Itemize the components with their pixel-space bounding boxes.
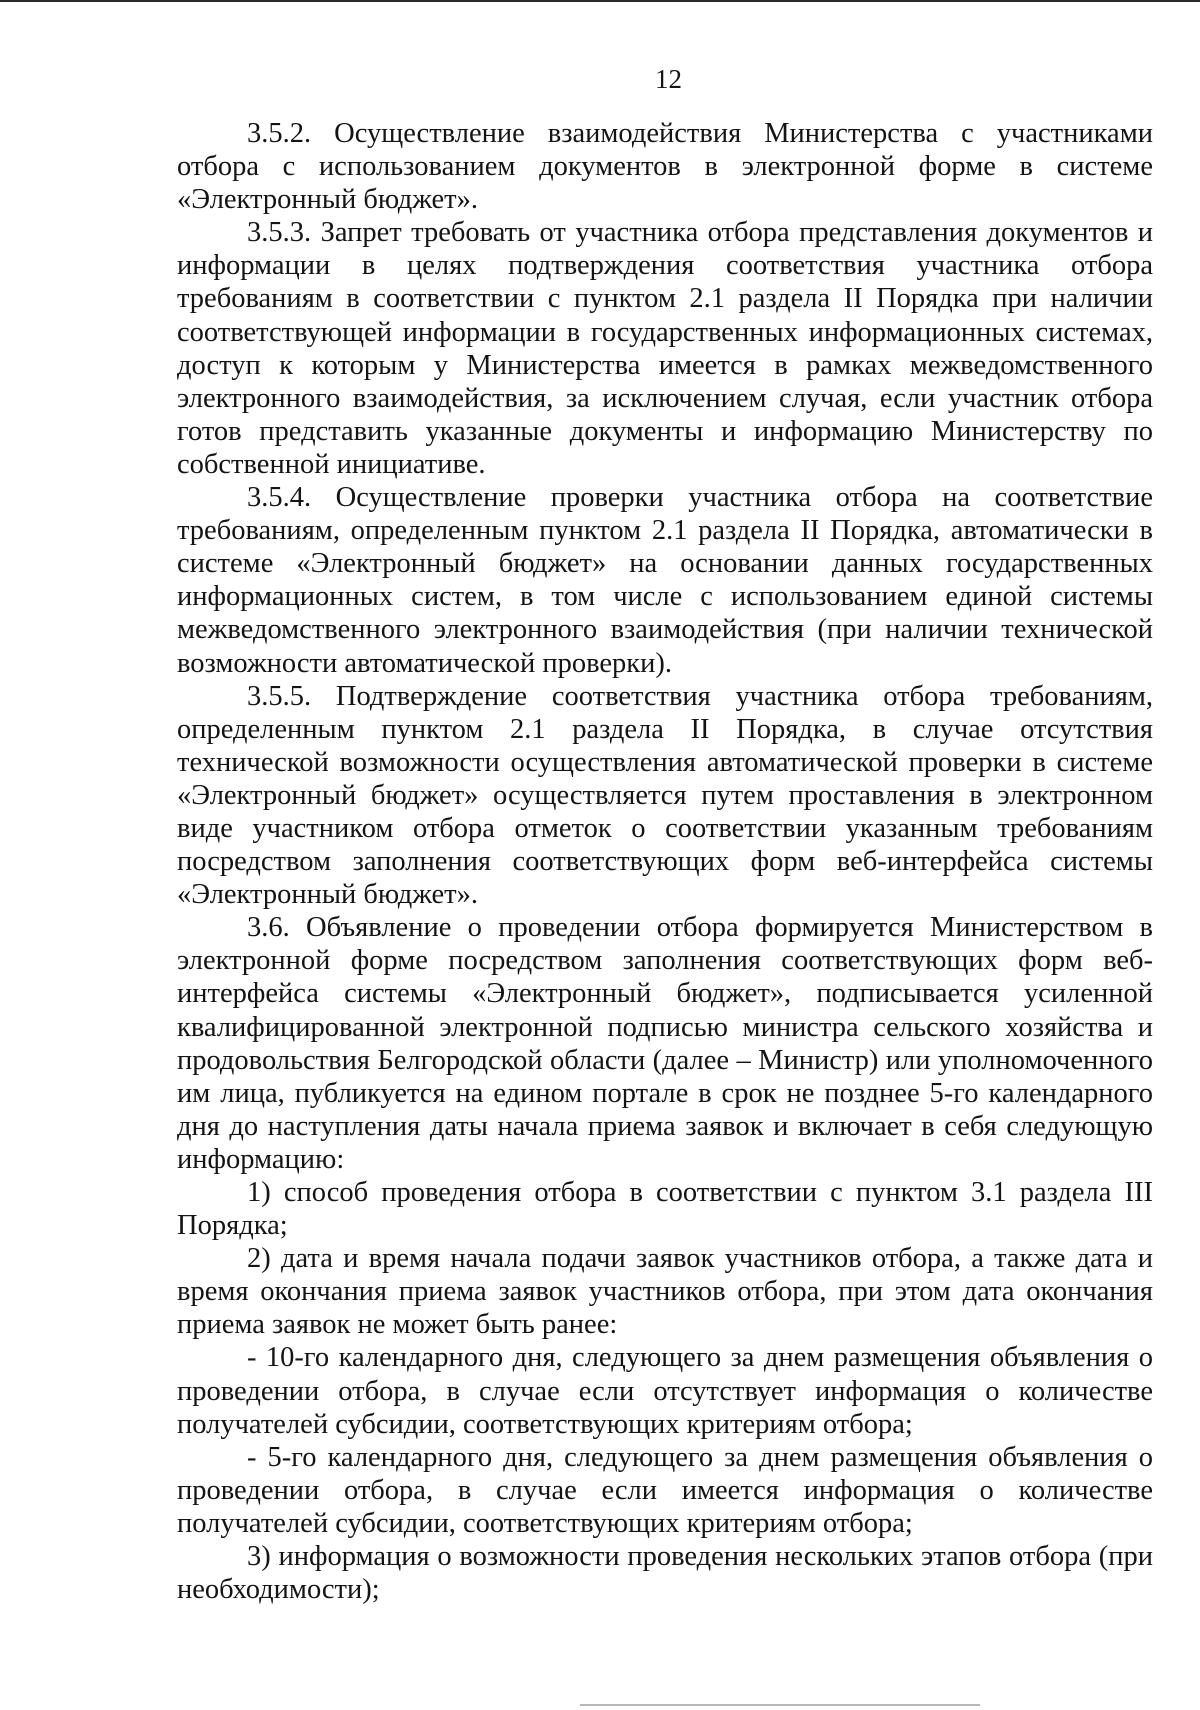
document-body xyxy=(177,117,1153,1606)
paragraph-3-5-4: 3.5.4. Осуществление проверки участника отбора на соответствие требованиям, определенным пунктом 2.1 раздела II Порядка, автоматически в системе «Электронный бюджет» на основании данных государственных информационных систем, в том числе с использованием единой системы межведомственного электронного взаимодействия (при наличии технической возможности автоматической проверки). xyxy=(177,482,1153,679)
scan-bottom-edge xyxy=(580,1704,980,1706)
paragraph-3-6: 3.6. Объявление о проведении отбора формируется Министерством в электронной форме посредством заполнения соответствующих форм веб-интерфейса системы «Электронный бюджет», подписывается усиленной квалифицированной электронной подписью министра сельского хозяйства и продовольствия Белгородской области (далее – Министр) или уполномоченного им лица, публикуется на едином портале в срок не позднее 5-го календарного дня до наступления даты начала приема заявок и включает в себя следующую информацию: xyxy=(177,912,1153,1175)
paragraph-3-5-3: 3.5.3. Запрет требовать от участника отбора представления документов и информации в целях подтверждения соответствия участника отбора требованиям в соответствии с пунктом 2.1 раздела II Порядка при наличии соответствующей информации в государственных информационных системах, доступ к которым у Министерства имеется в рамках межведомственного электронного взаимодействия, за исключением случая, если участник отбора готов представить указанные документы и информацию Министерству по собственной инициативе. xyxy=(177,217,1153,480)
list-item-3: 3) информация о возможности проведения нескольких этапов отбора (при необходимости); xyxy=(177,1541,1153,1606)
list-item-1: 1) способ проведения отбора в соответствии с пунктом 3.1 раздела III Порядка; xyxy=(177,1177,1153,1242)
paragraph-3-5-5: 3.5.5. Подтверждение соответствия участника отбора требованиям, определенным пунктом 2.1 раздела II Порядка, в случае отсутствия технической возможности осуществления автоматической проверки в системе «Электронный бюджет» осуществляется путем проставления в электронном виде участником отбора отметок о соответствии указанным требованиям посредством заполнения соответствующих форм веб-интерфейса системы «Электронный бюджет». xyxy=(177,680,1153,911)
paragraph-3-5-2: 3.5.2. Осуществление взаимодействия Министерства с участниками отбора с использованием документов в электронной форме в системе «Электронный бюджет». xyxy=(177,118,1153,216)
page-number: 12 xyxy=(655,64,682,94)
list-item-2-dash-a: - 10-го календарного дня, следующего за днем размещения объявления о проведении отбора, в случае если отсутствует информация о количестве получателей субсидии, соответствующих критериям отбора; xyxy=(177,1342,1153,1440)
list-item-2: 2) дата и время начала подачи заявок участников отбора, а также дата и время окончания приема заявок участников отбора, при этом дата окончания приема заявок не может быть ранее: xyxy=(177,1243,1153,1341)
scan-top-border xyxy=(0,0,1200,2)
list-item-2-dash-b: - 5-го календарного дня, следующего за днем размещения объявления о проведении отбора, в случае если имеется информация о количестве получателей субсидии, соответствующих критериям отбора; xyxy=(177,1441,1153,1539)
